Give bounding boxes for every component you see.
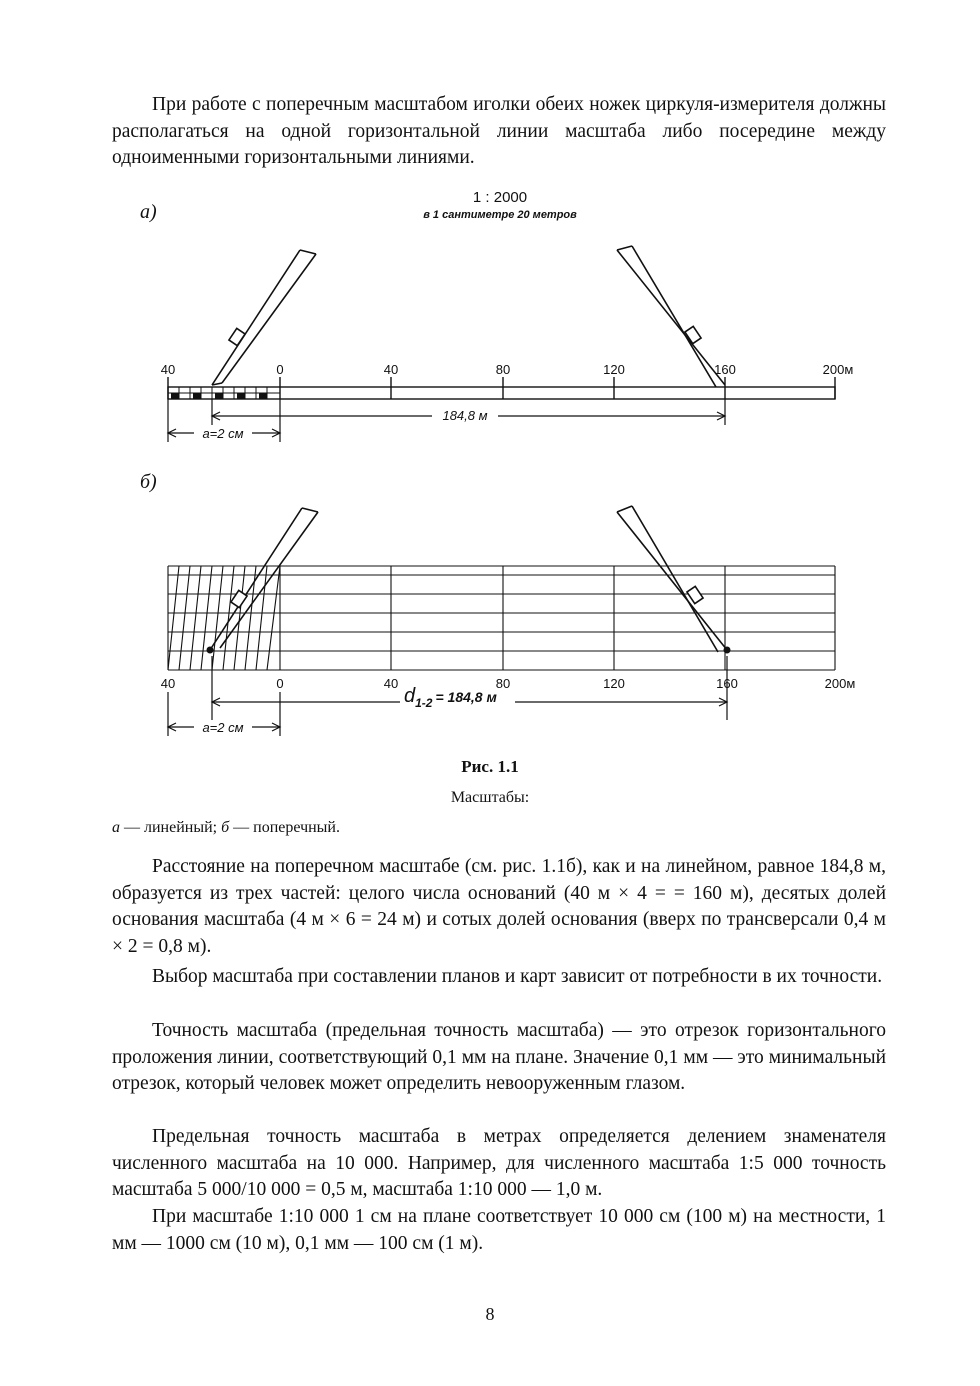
base-label-a: a=2 см [202, 426, 244, 441]
figure-caption-subtitle: Масштабы: [450, 789, 530, 806]
tick-label-a-80: 80 [495, 362, 511, 377]
legend-a-mark: а [112, 819, 120, 836]
legend-b-mark: б [221, 819, 230, 836]
tick-label-b-40-left: 40 [160, 676, 176, 691]
linear-scale-fine-divisions [171, 393, 267, 399]
linear-scale-major-ticks [168, 377, 835, 399]
tick-label-b-0: 0 [276, 676, 284, 691]
figure-caption-legend [112, 819, 340, 837]
tick-label-b-80: 80 [495, 676, 511, 691]
needle-point-left [207, 647, 214, 654]
d-subscript: 1-2 [415, 696, 433, 710]
compass-right-leg-a [617, 246, 725, 387]
needle-point-right [724, 647, 731, 654]
distance-label-a: 184,8 м [442, 408, 488, 423]
tick-label-a-120: 120 [603, 362, 625, 377]
tick-label-b-160: 160 [716, 676, 738, 691]
tick-label-a-200: 200м [822, 362, 854, 377]
tick-label-b-200: 200м [824, 676, 856, 691]
paragraph-scale-choice: Выбор масштаба при составлении планов и карт зависит от потребности в их точности. [152, 966, 883, 987]
paragraph-scale-example: При масштабе 1:10 000 1 см на плане соответствует 10 000 см (100 м) на местности, 1 мм — 1000 см (10 м), 0,1 мм — 100 см (1 м). [112, 1206, 886, 1254]
legend-b-text: — поперечный. [229, 819, 340, 836]
base-label-b: a=2 см [202, 720, 244, 735]
tick-label-a-160: 160 [714, 362, 736, 377]
figure-caption-title: Рис. 1.1 [461, 757, 519, 776]
scale-text: в 1 сантиметре 20 метров [423, 209, 577, 221]
d-symbol: d [404, 685, 416, 707]
paragraph-precision-meters: Предельная точность масштаба в метрах определяется делением знаменателя численного масштаба на 10 000. Например, для численного масштаба 1:5 000 точность масштаба 5 000/10 000 = 0,5 м, масштаба 1:10 000 — 1,0 м. [112, 1126, 886, 1200]
paragraph-distance-composition: Расстояние на поперечном масштабе (см. рис. 1.1б), как и на линейном, равное 184,8 м, образуется из трех частей: целого числа оснований (40 м × 4 = = 160 м), десятых долей основания масштаба (4 м × 6 = 24 м) и сотых долей основания (вверх по трансверсали 0,4 м × 2 = 0,8 м). [112, 856, 886, 957]
page-number: 8 [485, 1304, 495, 1324]
compass-left-leg-a [212, 250, 316, 385]
compass-right-leg-b [617, 506, 727, 652]
scale-ratio: 1 : 2000 [472, 189, 528, 206]
panel-a-label: а) [140, 201, 157, 223]
figure-scales [0, 180, 980, 760]
d-value: = 184,8 м [435, 689, 497, 705]
tick-label-b-40: 40 [383, 676, 399, 691]
paragraph-scale-precision: Точность масштаба (предельная точность масштаба) — это отрезок горизонтального проложения линии, соответствующий 0,1 мм на плане. Значение 0,1 мм — это минимальный отрезок, который человек может определить невооруженным глазом. [112, 1020, 886, 1094]
tick-label-a-40: 40 [383, 362, 399, 377]
scales-diagram [0, 180, 980, 760]
tick-label-a-40-left: 40 [160, 362, 176, 377]
legend-a-text: — линейный; [120, 819, 222, 836]
tick-label-b-120: 120 [603, 676, 625, 691]
paragraph-compass-usage: При работе с поперечным масштабом иголки обеих ножек циркуля-измерителя должны располагаться на одной горизонтальной линии масштаба либо посередине между одноименными горизонтальными линиями. [112, 94, 886, 168]
compass-left-leg-b [210, 508, 318, 650]
panel-b-label: б) [140, 471, 157, 493]
tick-label-a-0: 0 [276, 362, 284, 377]
